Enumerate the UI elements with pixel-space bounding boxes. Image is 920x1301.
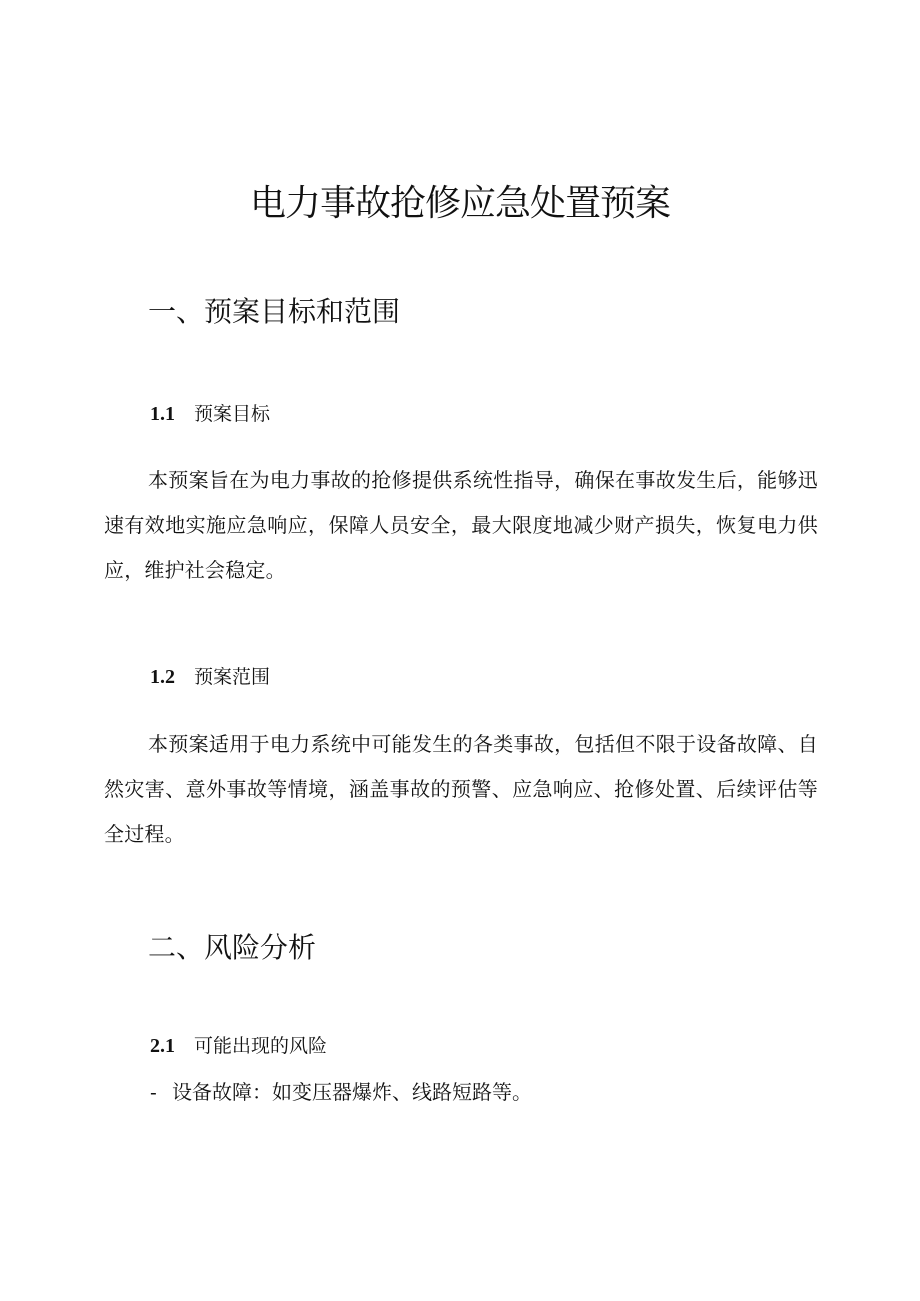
bullet-text: 设备故障：如变压器爆炸、线路短路等。 [172,1080,532,1104]
subsection-heading-2-1 [150,1031,327,1060]
bullet-marker: - [150,1080,157,1104]
paragraph-1-2: 本预案适用于电力系统中可能发生的各类事故，包括但不限于设备故障、自然灾害、意外事故等情境，涵盖事故的预警、应急响应、抢修处置、后续评估等全过程。 [104,732,818,846]
subsection-heading-1-2 [150,662,270,691]
subsection-label: 预案范围 [194,666,271,688]
list-item [150,1078,532,1106]
subsection-number: 1.1 [150,403,175,425]
subsection-number: 1.2 [150,666,175,688]
subsection-number: 2.1 [150,1035,175,1057]
subsection-heading-1-1 [150,399,270,428]
paragraph-1-1: 本预案旨在为电力事故的抢修提供系统性指导，确保在事故发生后，能够迅速有效地实施应急响应，保障人员安全，最大限度地减少财产损失，恢复电力供应，维护社会稳定。 [104,468,818,582]
document-title: 电力事故抢修应急处置预案 [249,183,670,224]
section-heading-2: 二、风险分析 [148,931,317,964]
subsection-label: 可能出现的风险 [194,1035,328,1057]
section-heading-1: 一、预案目标和范围 [148,295,401,328]
subsection-label: 预案目标 [194,403,271,425]
